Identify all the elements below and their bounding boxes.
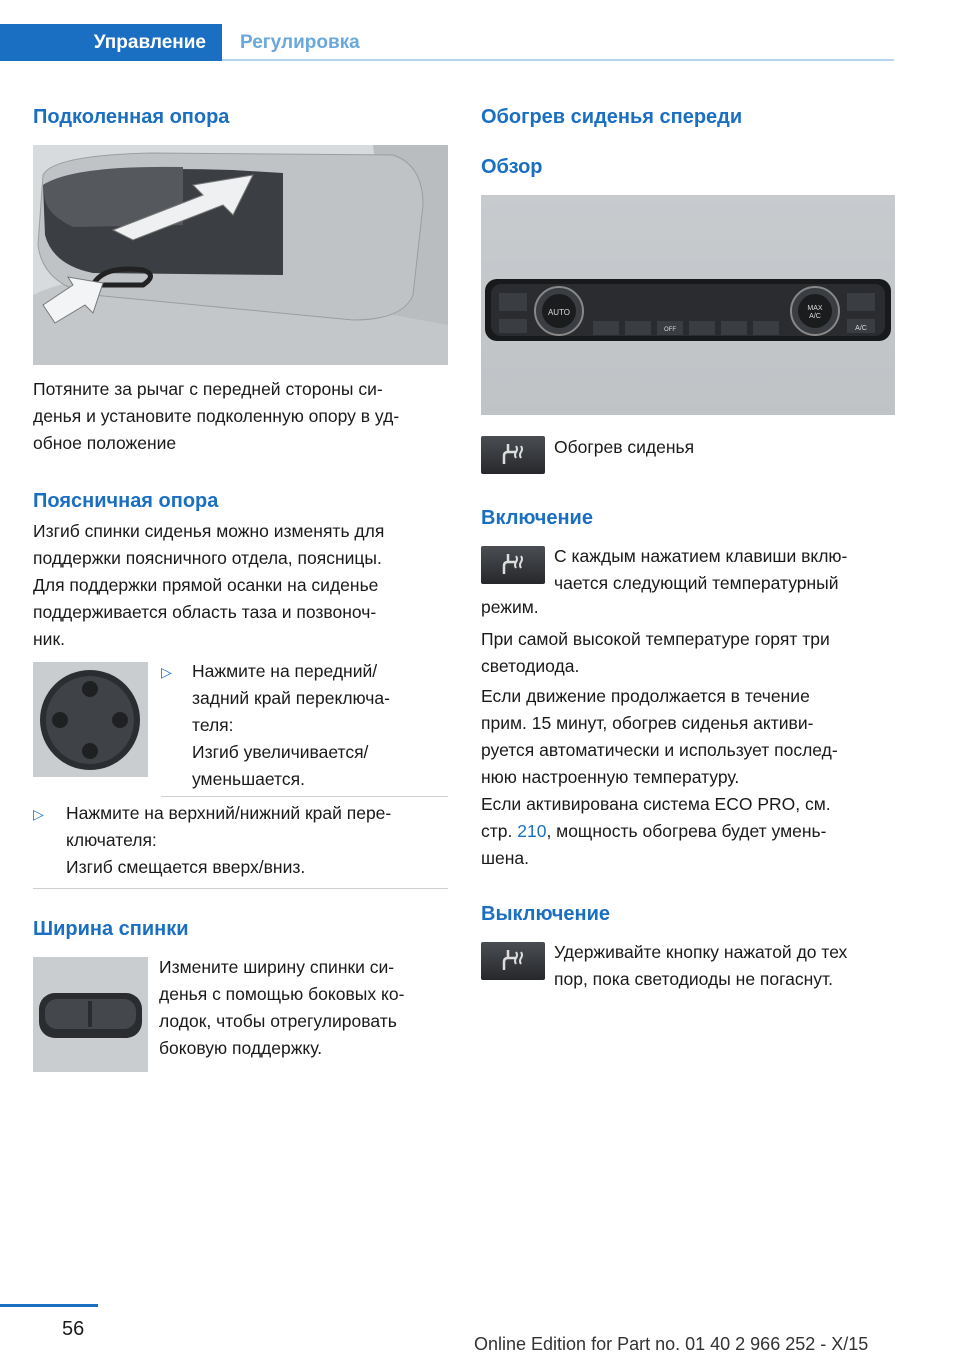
backrest-width-title: Ширина спинки xyxy=(33,918,189,940)
bullet-triangle-icon: ▷ xyxy=(161,664,172,680)
lumbar-switch-image xyxy=(33,662,148,777)
switch-on-text-cont: режим. xyxy=(481,597,539,617)
lumbar-item2-instruction: Нажмите на верхний/нижний край пере- ключателя: xyxy=(66,803,392,850)
knee-support-text: Потяните за рычаг с передней стороны си- денья и установите подколенную опору в уд- обное положение xyxy=(33,379,400,453)
footer-rule xyxy=(0,1304,98,1307)
divider xyxy=(161,796,448,797)
switch-on-para3: Если движение продолжается в течение прим. 15 минут, обогрев сиденья активи- руется автоматически и использует послед- нюю настроенную температуру. xyxy=(481,686,838,787)
bullet-triangle-icon: ▷ xyxy=(33,806,44,822)
overview-title: Обзор xyxy=(481,156,543,178)
auto-left-label: AUTO xyxy=(547,308,571,317)
page-number: 56 xyxy=(62,1318,85,1340)
seat-heating-label: Обогрев сиденья xyxy=(554,437,695,457)
lumbar-support-text: Изгиб спинки сиденья можно изменять для поддержки поясничного отдела, поясницы. Для поддержки прямой осанки на сиденье поддерживается область таза и позвоноч- ник. xyxy=(33,521,385,649)
page-link-210[interactable]: 210 xyxy=(517,821,547,841)
switch-on-para4: Если активирована система ECO PRO, см. стр. 210, мощность обогрева будет умень- шена. xyxy=(481,794,831,868)
svg-text:A/C: A/C xyxy=(809,313,821,320)
divider xyxy=(33,888,448,889)
lumbar-item1-result: Изгиб увеличивается/ уменьшается. xyxy=(192,742,369,789)
switch-on-text: С каждым нажатием клавиши вклю- чается следующий температурный xyxy=(554,546,848,593)
lumbar-support-title: Поясничная опора xyxy=(33,490,219,512)
header-bar xyxy=(0,0,960,62)
switch-on-title: Включение xyxy=(481,507,593,529)
lumbar-item1-instruction: Нажмите на передний/ задний край переключа- теля: xyxy=(192,661,390,735)
edition-text: Online Edition for Part no. 01 40 2 966 252 - X/15 xyxy=(474,1334,869,1354)
header-rule xyxy=(222,59,894,61)
switch-on-para2: При самой высокой температуре горят три светодиода. xyxy=(481,629,830,676)
knee-support-title: Подколенная опора xyxy=(33,106,230,128)
climate-panel-image xyxy=(481,195,895,415)
seat-heating-title: Обогрев сиденья спереди xyxy=(481,106,743,128)
seat-heating-button-icon xyxy=(481,546,545,584)
off-label: OFF xyxy=(664,327,676,333)
knee-support-image xyxy=(33,145,448,365)
seat-heating-button-icon xyxy=(481,436,545,474)
ac-label: A/C xyxy=(855,325,867,332)
lumbar-item2-result: Изгиб смещается вверх/вниз. xyxy=(66,857,306,877)
tab-regulirovka[interactable]: Регулировка xyxy=(240,31,360,53)
switch-off-title: Выключение xyxy=(481,903,611,925)
backrest-width-switch-image xyxy=(33,957,148,1072)
backrest-width-text: Измените ширину спинки си- денья с помощью боковых ко- лодок, чтобы отрегулировать боковую поддержку. xyxy=(159,957,405,1058)
tab-upravlenie[interactable]: Управление xyxy=(0,24,222,61)
switch-off-text: Удерживайте кнопку нажатой до тех пор, пока светодиоды не погаснут. xyxy=(554,942,848,989)
svg-text:MAX: MAX xyxy=(807,305,823,312)
seat-heating-button-icon xyxy=(481,942,545,980)
